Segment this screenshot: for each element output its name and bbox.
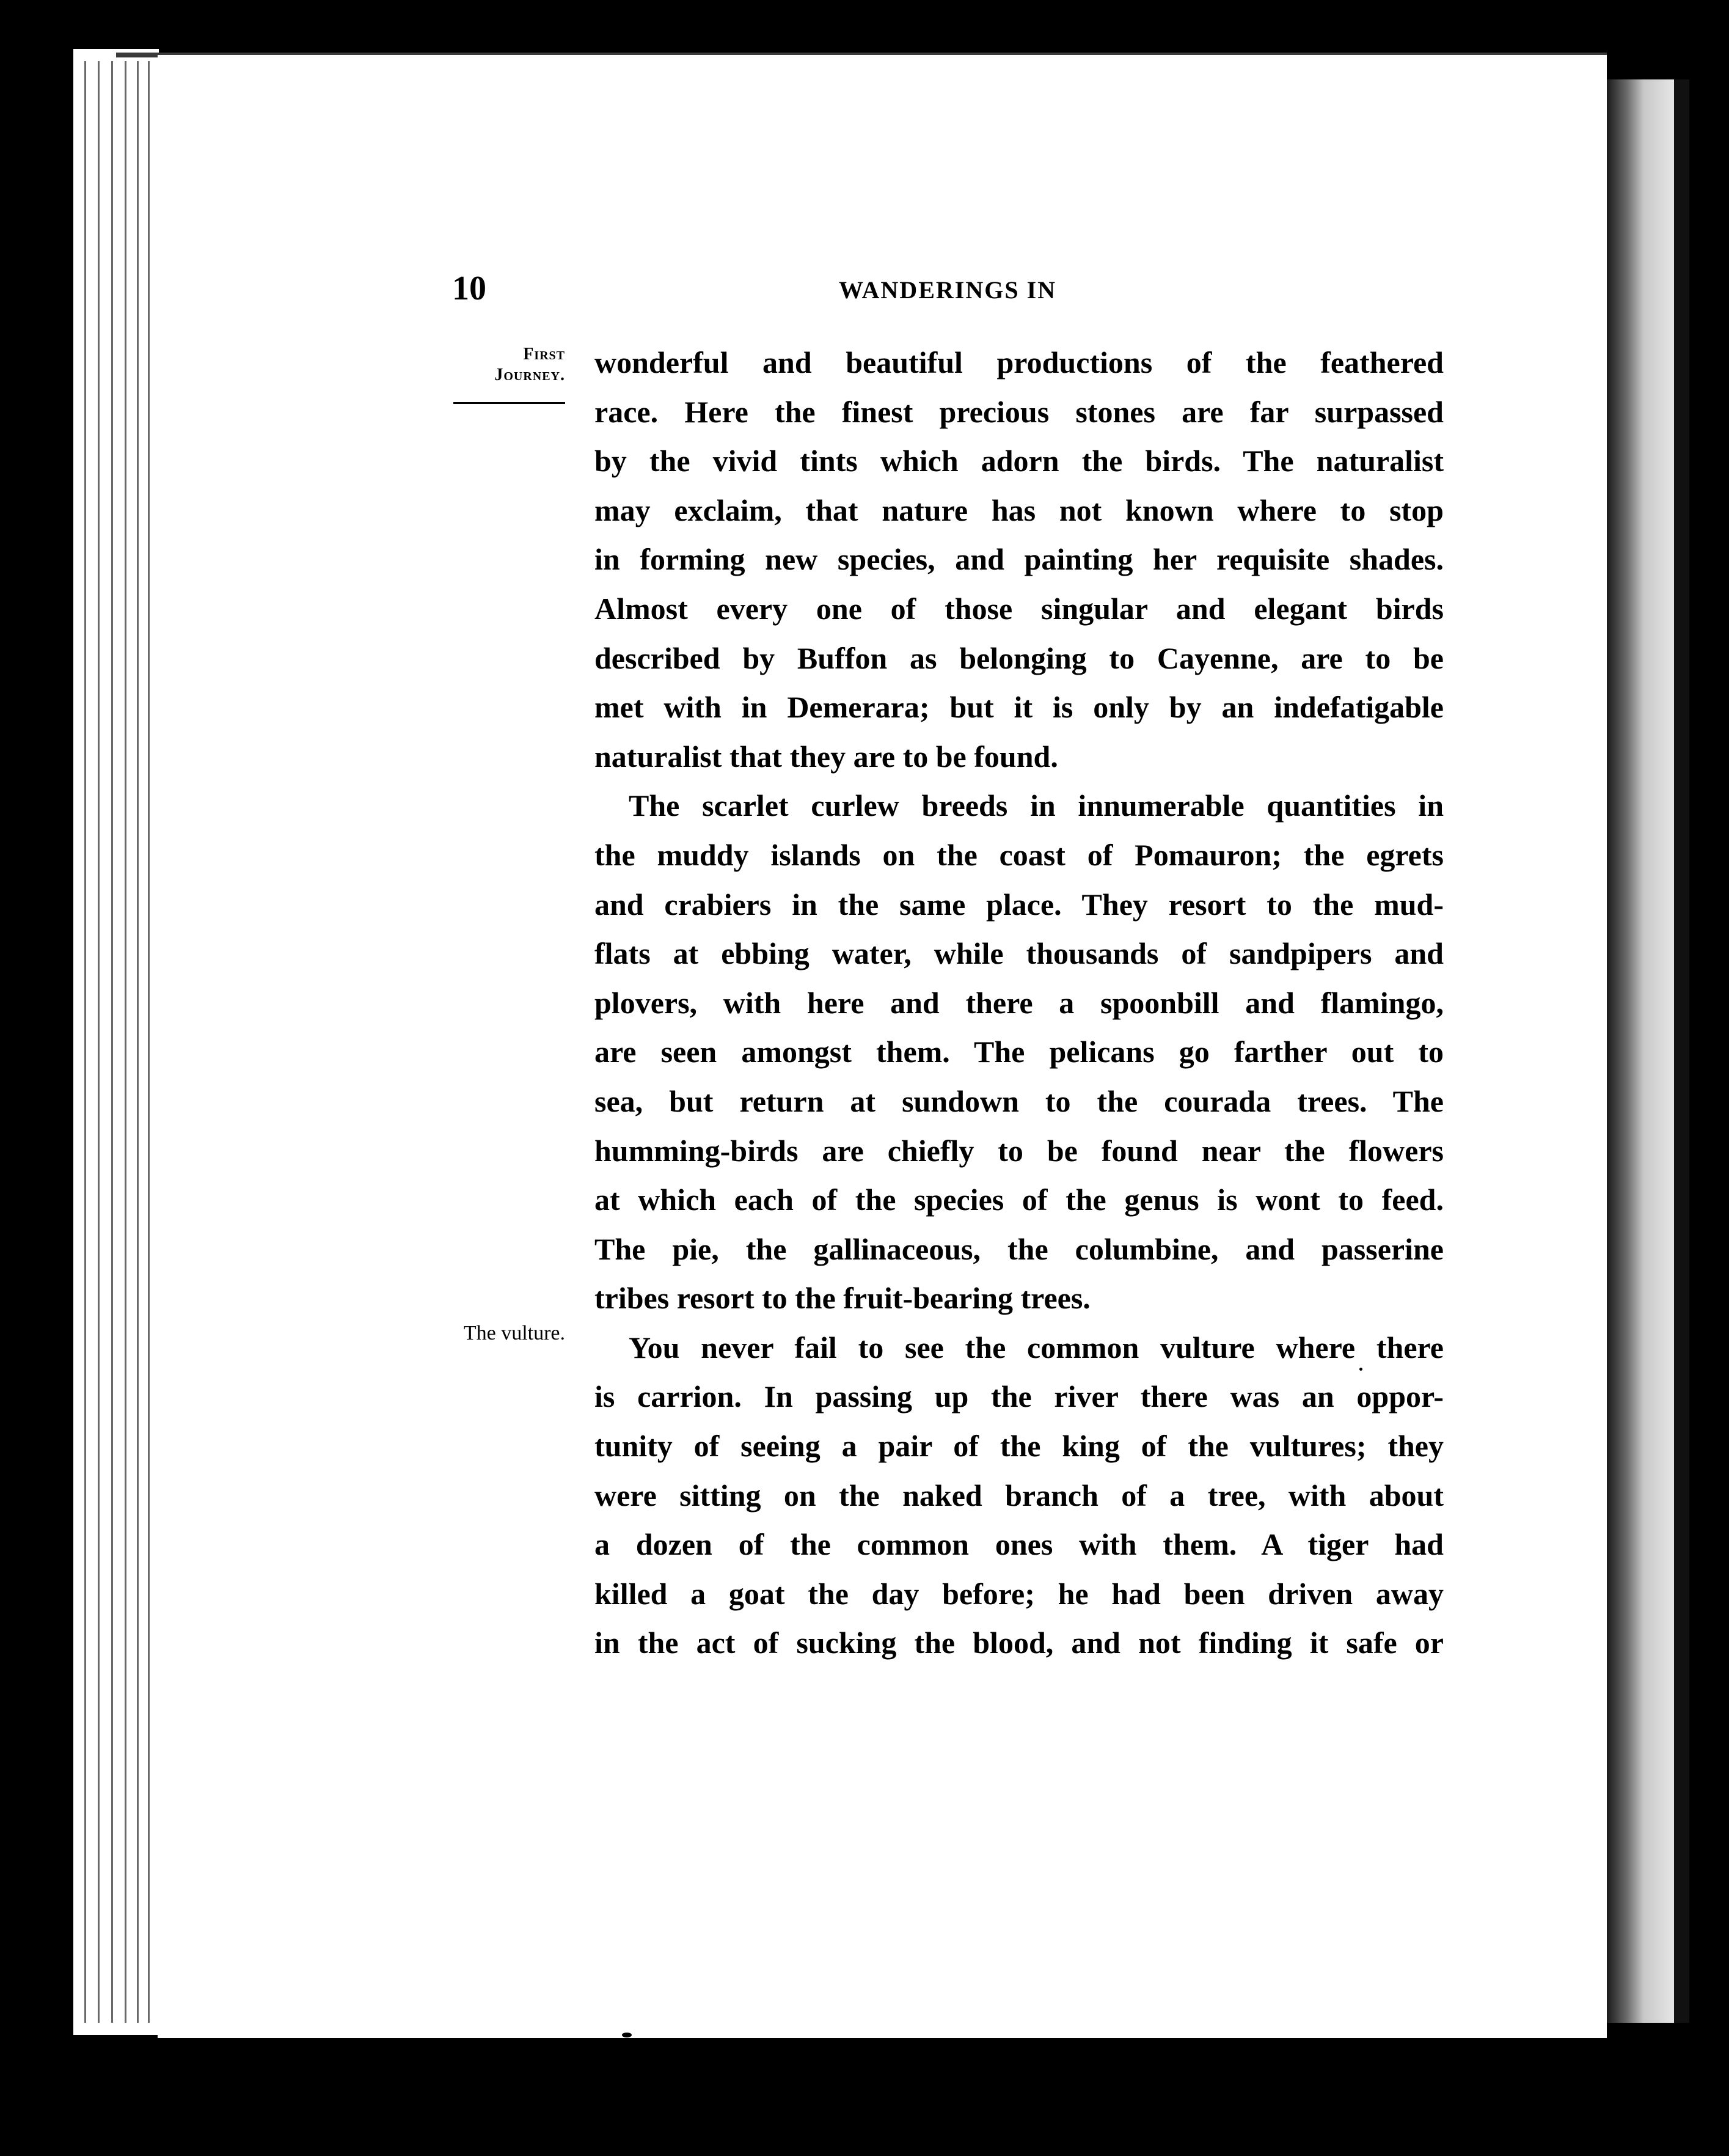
edge-line <box>84 61 86 2023</box>
book-edge-stack <box>73 49 159 2035</box>
scan-speck <box>622 2033 632 2037</box>
margin-note-first-journey <box>446 344 565 386</box>
paragraph-1 <box>594 338 1444 781</box>
scan-speck <box>1359 1368 1362 1371</box>
text-line: humming-birds are chiefly to be found near the flowers <box>594 1133 1444 1168</box>
page-gutter <box>1674 79 1689 2023</box>
margin-note-line: First <box>523 345 565 364</box>
edge-line <box>137 61 139 2023</box>
text-line: the muddy islands on the coast of Pomauron; the egrets <box>594 837 1444 872</box>
text-line: were sitting on the naked branch of a tree, with about <box>594 1478 1444 1513</box>
margin-note-rule <box>453 402 565 404</box>
paragraph-3 <box>594 1323 1444 1668</box>
text-line: may exclaim, that nature has not known where to stop <box>594 493 1444 527</box>
text-line: sea, but return at sundown to the courada trees. The <box>594 1084 1444 1118</box>
edge-line <box>98 61 100 2023</box>
text-line: tribes resort to the fruit-bearing trees. <box>594 1281 1091 1316</box>
text-line: flats at ebbing water, while thousands of sandpipers and <box>594 936 1444 971</box>
text-line: naturalist that they are to be found. <box>594 739 1058 774</box>
text-line: plovers, with here and there a spoonbill and flamingo, <box>594 985 1444 1020</box>
text-line: at which each of the species of the genus is wont to feed. <box>594 1182 1444 1217</box>
text-line: met with in Demerara; but it is only by an indefatigable <box>594 690 1444 725</box>
text-line: Almost every one of those singular and elegant birds <box>594 591 1444 626</box>
edge-line <box>125 61 126 2023</box>
paragraph-2 <box>594 781 1444 1323</box>
edge-line <box>111 61 113 2023</box>
running-title: WANDERINGS IN <box>838 276 1057 304</box>
text-line: tunity of seeing a pair of the king of the vultures; they <box>594 1429 1444 1464</box>
text-line: killed a goat the day before; he had been driven away <box>594 1576 1444 1611</box>
text-line: and crabiers in the same place. They resort to the mud- <box>594 887 1444 922</box>
edge-line <box>148 61 150 2023</box>
page-number: 10 <box>452 270 486 307</box>
text-line: by the vivid tints which adorn the birds. The naturalist <box>594 444 1444 479</box>
text-line: race. Here the finest precious stones are far surpassed <box>594 394 1444 429</box>
margin-note-vulture: The vulture. <box>463 1322 565 1344</box>
page-gutter-shadow <box>1607 79 1674 2023</box>
text-line: wonderful and beautiful productions of the feathered <box>594 345 1444 380</box>
text-line: are seen amongst them. The pelicans go farther out to <box>594 1035 1444 1069</box>
text-line: a dozen of the common ones with them. A tiger had <box>594 1527 1444 1562</box>
text-line: described by Buffon as belonging to Cayenne, are to be <box>594 640 1444 675</box>
text-line: The scarlet curlew breeds in innumerable quantities in <box>629 788 1444 823</box>
body-text <box>594 338 1444 1668</box>
text-line: is carrion. In passing up the river there was an oppor- <box>594 1379 1444 1414</box>
text-line: in the act of sucking the blood, and not finding it safe or <box>594 1626 1444 1660</box>
running-head <box>452 267 1443 310</box>
margin-note-line: Journey. <box>494 365 565 384</box>
text-line: in forming new species, and painting her requisite shades. <box>594 542 1444 577</box>
text-line: The pie, the gallinaceous, the columbine, and passerine <box>594 1231 1444 1266</box>
text-line: You never fail to see the common vulture where there <box>629 1330 1444 1365</box>
